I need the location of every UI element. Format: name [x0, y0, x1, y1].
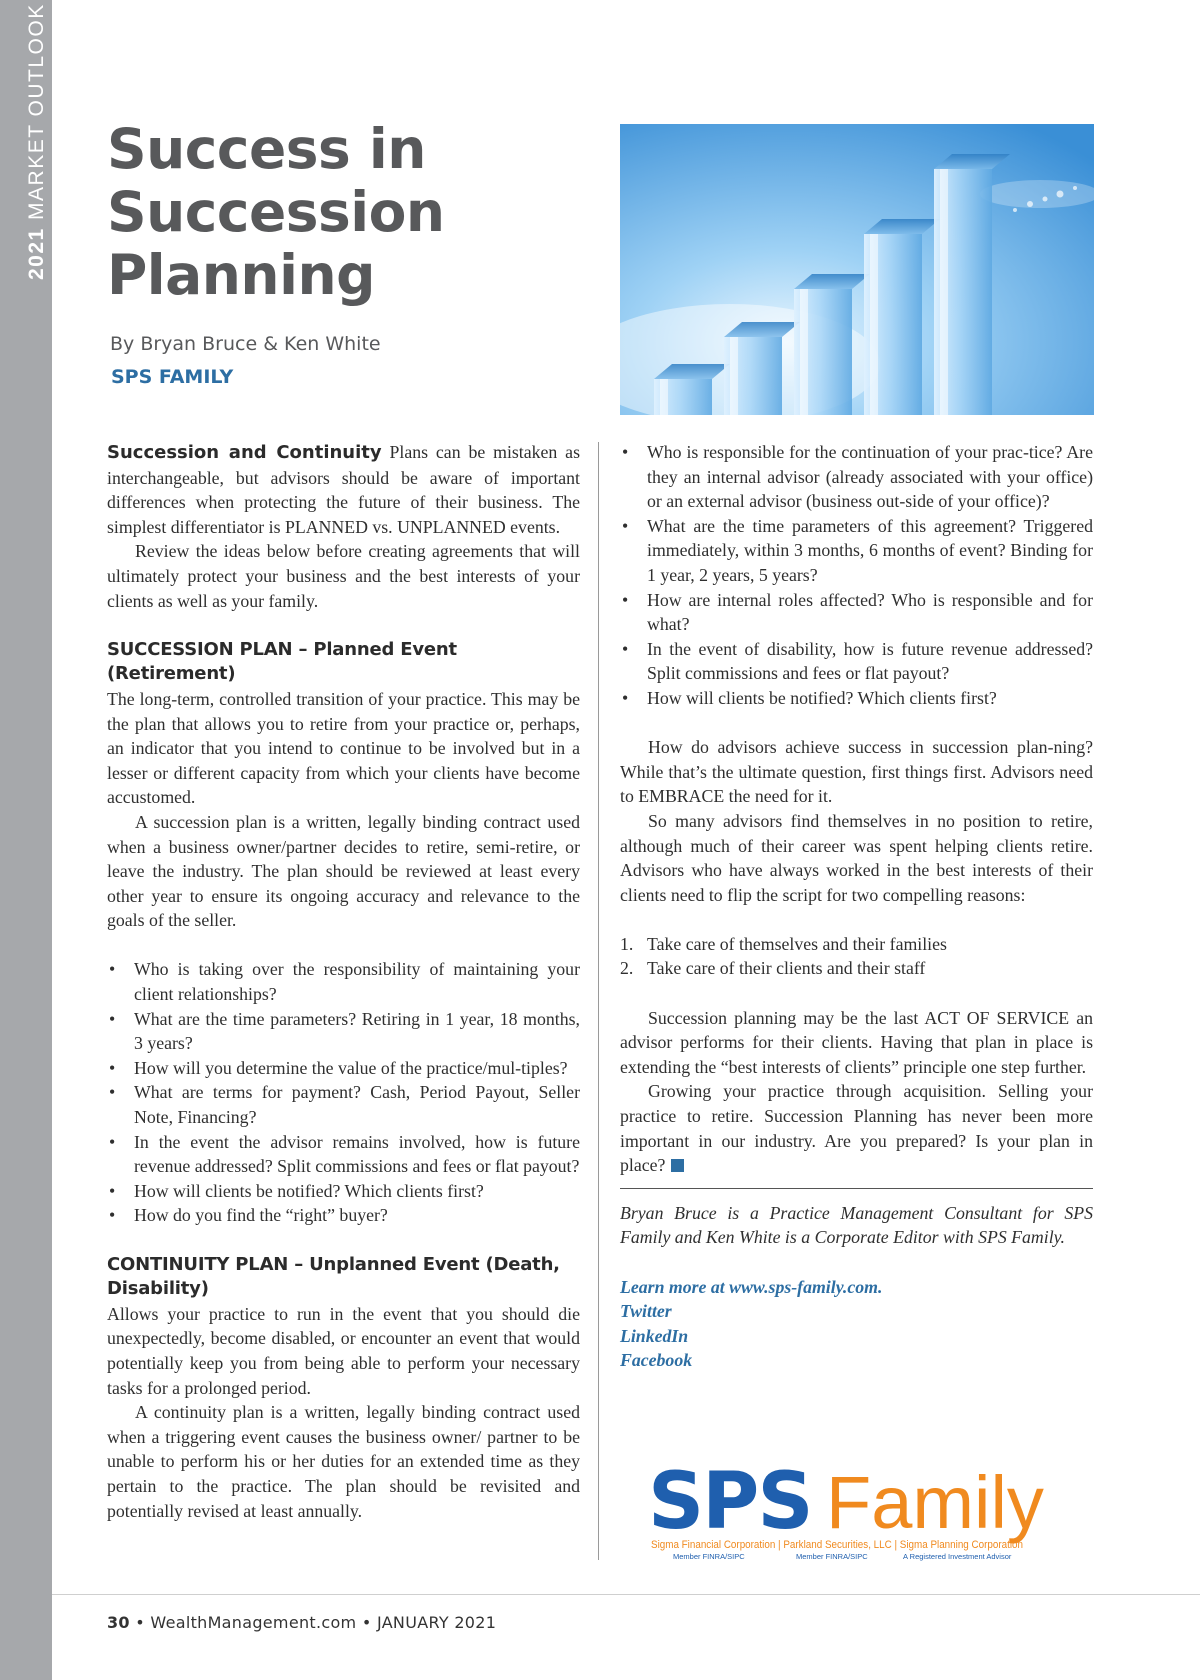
author-bio: Bryan Bruce is a Practice Management Consultant for SPS Family and Ken White is a Corporate Editor with SPS Family.	[620, 1202, 1093, 1248]
footer-separator: •	[135, 1613, 151, 1632]
bio-rule	[620, 1188, 1093, 1189]
succession-questions	[107, 957, 580, 1228]
continuity-heading: CONTINUITY PLAN – Unplanned Event (Death, Disability)	[107, 1253, 560, 1300]
list-item	[620, 932, 1093, 957]
list-item: • How do you find the “right” buyer?	[107, 1203, 580, 1228]
logo-family: Family	[826, 1462, 1044, 1544]
sidebar-year: 2021	[25, 227, 48, 280]
list-item: • In the event the advisor remains involved, how is future revenue addressed? Split commissions and fees or flat payout?	[107, 1130, 580, 1179]
list-number: 2.	[620, 958, 634, 979]
byline-org: SPS FAMILY	[111, 366, 234, 388]
continuity-paragraph-2: A continuity plan is a written, legally binding contract used when a triggering event causes the business owner/ partner to be unable to perform his or her duties for an extended time as they pertain to the practice. The plan should be revisited and potentially revised at least annually.	[107, 1402, 580, 1521]
footer-site: WealthManagement.com	[150, 1613, 357, 1632]
facebook-link[interactable]: Facebook	[620, 1350, 693, 1371]
list-item: • What are terms for payment? Cash, Period Payout, Seller Note, Financing?	[107, 1080, 580, 1129]
list-item: • How are internal roles affected? Who is responsible and for what?	[620, 588, 1093, 637]
logo-sps: SPS	[648, 1462, 812, 1547]
list-item	[620, 956, 1093, 981]
linkedin-link[interactable]: LinkedIn	[620, 1325, 689, 1346]
conclusion-paragraph-1: How do advisors achieve success in succession plan-ning? While that’s the ultimate question, first things first. Advisors need to EMBRACE the need for it.	[620, 737, 1093, 807]
reasons-list	[620, 932, 1093, 981]
page-footer	[107, 1613, 496, 1632]
sidebar-section: MARKET OUTLOOK	[25, 3, 48, 220]
sidebar-band	[0, 0, 52, 1680]
page-number: 30	[107, 1613, 130, 1632]
logo-graphic	[648, 1462, 1068, 1562]
conclusion-paragraph-4	[620, 1079, 1093, 1177]
byline: By Bryan Bruce & Ken White	[110, 333, 381, 355]
logo-member-3: A Registered Investment Advisor	[903, 1552, 1012, 1561]
footer-issue: JANUARY 2021	[376, 1613, 497, 1632]
hero-image	[620, 124, 1094, 415]
continuity-paragraph-1: Allows your practice to run in the event that you should die unexpectedly, become disabled, or encounter an event that would potentially keep you from being able to perform your necessary tasks for a prolonged period.	[107, 1303, 580, 1398]
logo-member-1: Member FINRA/SIPC	[673, 1552, 745, 1561]
end-mark-icon	[671, 1159, 684, 1172]
list-number: 1.	[620, 933, 634, 954]
website-link[interactable]: Learn more at www.sps-family.com.	[620, 1276, 883, 1297]
footer-separator: •	[361, 1613, 377, 1632]
logo-companies: Sigma Financial Corporation | Parkland Securities, LLC | Sigma Planning Corporation	[651, 1539, 1023, 1551]
intro-lead-in: Succession and Continuity	[107, 442, 382, 463]
succession-paragraph-1: The long-term, controlled transition of your practice. This may be the plan that allows you to retire from your practice or, perhaps, an indicator that you intend to continue to be involved but in a lesser or different capacity from which your clients have become accustomed.	[107, 688, 580, 808]
column-divider	[598, 442, 599, 1560]
article-title: Success in Succession Planning	[107, 117, 445, 307]
conclusion-paragraph-2: So many advisors find themselves in no position to retire, although much of their career was spent helping clients retire. Advisors who have always worked in the best interests of their clients need to flip the script for two compelling reasons:	[620, 810, 1093, 905]
succession-paragraph-2: A succession plan is a written, legally binding contract used when a business owner/partner decides to retire, semi-retire, or leave the industry. The plan should be reviewed at least every other year to ensure its ongoing accuracy and relevance to the goals of the seller.	[107, 811, 580, 931]
list-item: • What are the time parameters of this agreement? Triggered immediately, within 3 months, 6 months of event? Binding for 1 year, 2 years, 5 years?	[620, 514, 1093, 588]
list-item: • How will you determine the value of the practice/mul-tiples?	[107, 1056, 580, 1081]
glass-bars-illustration	[620, 124, 1094, 415]
list-item: • In the event of disability, how is future revenue addressed? Split commissions and fees or flat payout?	[620, 637, 1093, 686]
intro-paragraph	[107, 440, 580, 539]
links-block	[620, 1275, 1093, 1373]
list-item: • How will clients be notified? Which clients first?	[107, 1179, 580, 1204]
continuity-questions	[620, 440, 1093, 711]
footer-rule	[52, 1594, 1200, 1595]
sidebar-label	[26, 3, 47, 280]
twitter-link[interactable]: Twitter	[620, 1301, 672, 1322]
list-item: • Who is responsible for the continuation of your prac-tice? Are they an internal advisor (already associated with your office) or an external advisor (business out-side of your office)?	[620, 440, 1093, 514]
list-item: • What are the time parameters? Retiring in 1 year, 18 months, 3 years?	[107, 1007, 580, 1056]
conclusion-text: Growing your practice through acquisition. Selling your practice to retire. Succession Planning has never been more important in our industry. Are you prepared? Is your plan in place?	[620, 1081, 1093, 1176]
left-column	[107, 440, 580, 1523]
list-text: Take care of themselves and their families	[647, 933, 947, 954]
sps-family-logo	[648, 1462, 1068, 1562]
conclusion-paragraph-3: Succession planning may be the last ACT OF SERVICE an advisor performs for their clients. Having that plan in place is extending the “best interests of clients” principle one step further.	[620, 1007, 1093, 1077]
logo-member-2: Member FINRA/SIPC	[796, 1552, 868, 1561]
list-text: Take care of their clients and their staff	[647, 958, 926, 979]
intro-paragraph-2: Review the ideas below before creating agreements that will ultimately protect your business and the best interests of your clients as well as your family.	[107, 541, 580, 611]
list-item: • How will clients be notified? Which clients first?	[620, 686, 1093, 711]
list-item: • Who is taking over the responsibility of maintaining your client relationships?	[107, 957, 580, 1006]
succession-heading: SUCCESSION PLAN – Planned Event (Retirement)	[107, 638, 457, 685]
intro-text: Plans can be mistaken as interchangeable, but advisors should be aware of important differences when protecting the future of their business. The simplest differentiator is PLANNED vs. UNPLANNED events.	[107, 442, 580, 537]
right-column	[620, 440, 1093, 1373]
